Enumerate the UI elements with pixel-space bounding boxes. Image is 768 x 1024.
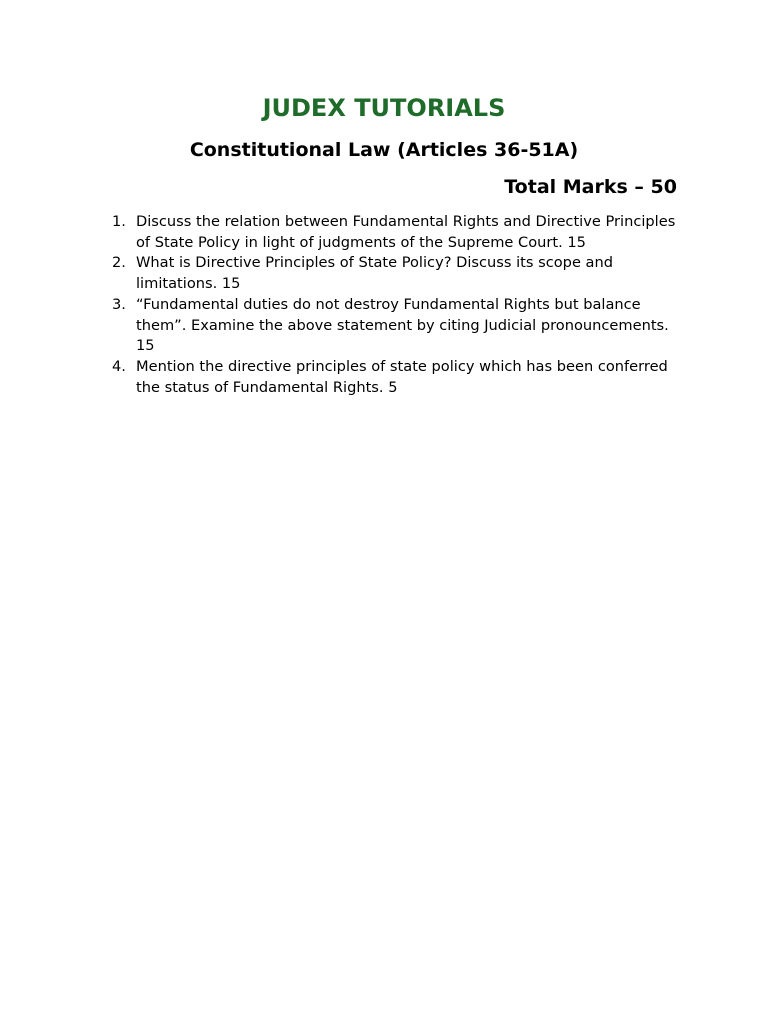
total-marks: Total Marks – 50 — [504, 176, 677, 198]
question-item — [108, 212, 688, 253]
question-text: Mention the directive principles of state policy which has been conferred the status of Fundamental Rights. 5 — [136, 357, 668, 396]
question-number: 2. — [112, 254, 126, 272]
question-text: What is Directive Principles of State Policy? Discuss its scope and limitations. 15 — [136, 254, 614, 293]
question-list — [108, 212, 688, 398]
question-item — [108, 253, 688, 294]
question-item — [108, 295, 688, 357]
question-number: 4. — [112, 357, 126, 375]
paper-title: Constitutional Law (Articles 36-51A) — [189, 139, 579, 161]
question-item — [108, 357, 688, 398]
question-number: 3. — [112, 295, 126, 313]
question-text: “Fundamental duties do not destroy Fundamental Rights but balance them”. Examine the above statement by citing Judicial pronouncements. 15 — [136, 295, 669, 355]
question-number: 1. — [112, 213, 126, 230]
org-title: JUDEX TUTORIALS — [262, 94, 506, 122]
question-text: Discuss the relation between Fundamental Rights and Directive Principles of State Policy in light of judgments of the Supreme Court. 15 — [136, 213, 676, 251]
